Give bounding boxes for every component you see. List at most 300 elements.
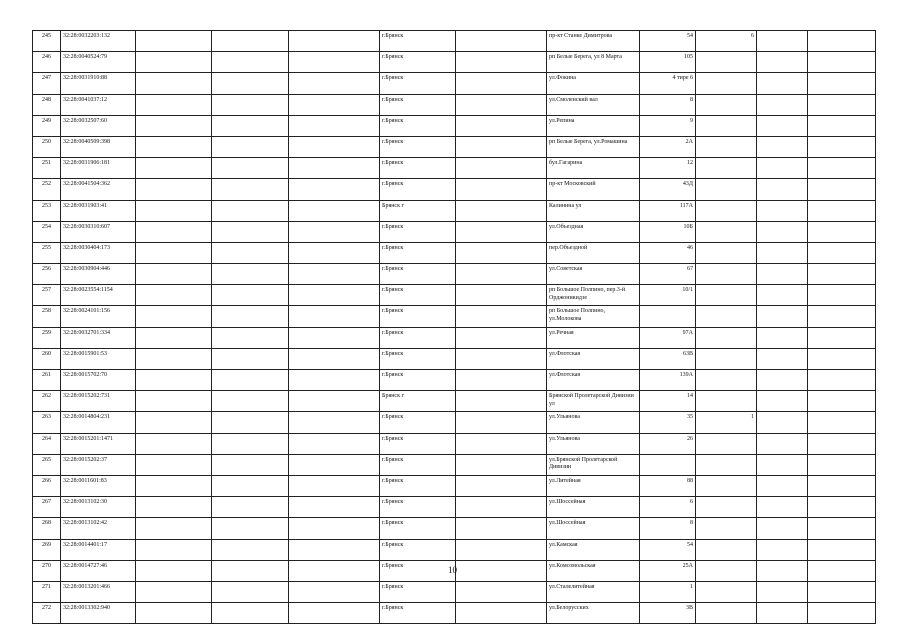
table-row (33, 115, 876, 136)
empty-cell (136, 115, 212, 136)
empty-cell (289, 348, 380, 369)
empty-cell (808, 454, 876, 475)
empty-cell (136, 454, 212, 475)
empty-cell (456, 285, 547, 306)
empty-cell (808, 52, 876, 73)
flat-number-cell: 1 (696, 412, 757, 433)
row-number-cell: 250 (33, 136, 61, 157)
empty-cell (136, 306, 212, 327)
flat-number-cell (696, 370, 757, 391)
cadastral-number-cell: 32:28:0040509:398 (61, 136, 136, 157)
empty-cell (289, 31, 380, 52)
locality-cell: г.Брянск (380, 158, 456, 179)
cadastral-number-cell: 32:28:0014804:231 (61, 412, 136, 433)
row-number-cell: 267 (33, 497, 61, 518)
cadastral-number-cell: 32:28:0023554:1154 (61, 285, 136, 306)
empty-cell (212, 581, 289, 602)
house-number-cell: 25А (640, 560, 696, 581)
flat-number-cell (696, 200, 757, 221)
cadastral-number-cell: 32:28:0015702:70 (61, 370, 136, 391)
empty-cell (757, 475, 808, 496)
house-number-cell: 3В (640, 603, 696, 624)
row-number-cell: 247 (33, 73, 61, 94)
empty-cell (757, 391, 808, 412)
locality-cell: г.Брянск (380, 433, 456, 454)
street-cell: ул.Ульянова (547, 433, 640, 454)
empty-cell (212, 264, 289, 285)
empty-cell (136, 221, 212, 242)
house-number-cell: 4 тире 6 (640, 73, 696, 94)
empty-cell (808, 136, 876, 157)
row-number-cell: 258 (33, 306, 61, 327)
table-row (33, 433, 876, 454)
house-number-cell: 46 (640, 242, 696, 263)
locality-cell: г.Брянск (380, 73, 456, 94)
cadastral-number-cell: 32:28:0014401:17 (61, 539, 136, 560)
empty-cell (212, 179, 289, 200)
house-number-cell: 43Д (640, 179, 696, 200)
empty-cell (212, 370, 289, 391)
empty-cell (289, 539, 380, 560)
cadastral-number-cell: 32:28:0032701:334 (61, 327, 136, 348)
empty-cell (757, 136, 808, 157)
records-table-body (33, 31, 876, 624)
street-cell: ул.Шоссейная (547, 518, 640, 539)
flat-number-cell (696, 179, 757, 200)
empty-cell (757, 221, 808, 242)
empty-cell (289, 179, 380, 200)
empty-cell (289, 264, 380, 285)
empty-cell (289, 200, 380, 221)
flat-number-cell (696, 221, 757, 242)
row-number-cell: 270 (33, 560, 61, 581)
row-number-cell: 252 (33, 179, 61, 200)
empty-cell (136, 391, 212, 412)
empty-cell (212, 73, 289, 94)
cadastral-number-cell: 32:28:0013102:42 (61, 518, 136, 539)
empty-cell (757, 73, 808, 94)
empty-cell (808, 31, 876, 52)
house-number-cell: 139А (640, 370, 696, 391)
empty-cell (757, 518, 808, 539)
empty-cell (136, 370, 212, 391)
empty-cell (289, 603, 380, 624)
empty-cell (212, 539, 289, 560)
locality-cell: г.Брянск (380, 454, 456, 475)
table-row (33, 179, 876, 200)
flat-number-cell (696, 433, 757, 454)
street-cell: рп Большое Полпино, ул.Молокова (547, 306, 640, 327)
empty-cell (136, 158, 212, 179)
empty-cell (456, 306, 547, 327)
empty-cell (136, 581, 212, 602)
empty-cell (456, 115, 547, 136)
empty-cell (757, 285, 808, 306)
locality-cell: г.Брянск (380, 31, 456, 52)
house-number-cell: 26 (640, 433, 696, 454)
table-row (33, 285, 876, 306)
row-number-cell: 260 (33, 348, 61, 369)
empty-cell (136, 285, 212, 306)
empty-cell (808, 179, 876, 200)
cadastral-number-cell: 32:28:0031910:88 (61, 73, 136, 94)
flat-number-cell (696, 306, 757, 327)
empty-cell (212, 94, 289, 115)
empty-cell (757, 603, 808, 624)
row-number-cell: 256 (33, 264, 61, 285)
table-row (33, 497, 876, 518)
page-number: 10 (448, 565, 457, 575)
table-row (33, 391, 876, 412)
row-number-cell: 251 (33, 158, 61, 179)
locality-cell: г.Брянск (380, 412, 456, 433)
empty-cell (456, 158, 547, 179)
empty-cell (456, 264, 547, 285)
empty-cell (136, 433, 212, 454)
row-number-cell: 248 (33, 94, 61, 115)
cadastral-number-cell: 32:28:0014727:46 (61, 560, 136, 581)
empty-cell (289, 158, 380, 179)
locality-cell: г.Брянск (380, 518, 456, 539)
empty-cell (808, 115, 876, 136)
empty-cell (757, 264, 808, 285)
cadastral-number-cell: 32:28:0024101:156 (61, 306, 136, 327)
cadastral-number-cell: 32:28:0015201:1471 (61, 433, 136, 454)
house-number-cell (640, 306, 696, 327)
locality-cell: г.Брянск (380, 581, 456, 602)
flat-number-cell (696, 454, 757, 475)
empty-cell (289, 242, 380, 263)
empty-cell (136, 518, 212, 539)
empty-cell (808, 370, 876, 391)
street-cell: рп Большое Полпино, пер.3-й Орджоникидзе (547, 285, 640, 306)
street-cell: ул.Ульянова (547, 412, 640, 433)
locality-cell: г.Брянск (380, 115, 456, 136)
street-cell: рп Белые Берега, ул 8 Марта (547, 52, 640, 73)
table-row (33, 264, 876, 285)
cadastral-number-cell: 32:28:0013102:30 (61, 497, 136, 518)
empty-cell (212, 475, 289, 496)
empty-cell (289, 433, 380, 454)
row-number-cell: 266 (33, 475, 61, 496)
empty-cell (808, 348, 876, 369)
locality-cell: г.Брянск (380, 136, 456, 157)
empty-cell (456, 221, 547, 242)
empty-cell (456, 31, 547, 52)
empty-cell (289, 136, 380, 157)
street-cell: ул.Фокина (547, 73, 640, 94)
cadastral-number-cell: 32:28:0015901:53 (61, 348, 136, 369)
table-row (33, 200, 876, 221)
street-cell: ул.Флотская (547, 370, 640, 391)
empty-cell (808, 200, 876, 221)
empty-cell (757, 370, 808, 391)
empty-cell (757, 115, 808, 136)
empty-cell (757, 52, 808, 73)
records-table (32, 30, 876, 624)
empty-cell (808, 497, 876, 518)
row-number-cell: 257 (33, 285, 61, 306)
flat-number-cell (696, 475, 757, 496)
empty-cell (808, 94, 876, 115)
locality-cell: Брянск г (380, 200, 456, 221)
empty-cell (456, 179, 547, 200)
empty-cell (808, 285, 876, 306)
empty-cell (456, 73, 547, 94)
table-row (33, 242, 876, 263)
street-cell: ул.Объездная (547, 221, 640, 242)
empty-cell (808, 391, 876, 412)
locality-cell: г.Брянск (380, 285, 456, 306)
house-number-cell: 12 (640, 158, 696, 179)
street-cell: ул.Советская (547, 264, 640, 285)
empty-cell (289, 497, 380, 518)
street-cell: пр-кт Московский (547, 179, 640, 200)
cadastral-number-cell: 32:28:0013201:466 (61, 581, 136, 602)
empty-cell (289, 94, 380, 115)
empty-cell (136, 475, 212, 496)
flat-number-cell (696, 94, 757, 115)
empty-cell (757, 94, 808, 115)
empty-cell (289, 306, 380, 327)
empty-cell (808, 581, 876, 602)
empty-cell (289, 518, 380, 539)
locality-cell: г.Брянск (380, 327, 456, 348)
empty-cell (289, 370, 380, 391)
row-number-cell: 268 (33, 518, 61, 539)
empty-cell (289, 115, 380, 136)
empty-cell (136, 94, 212, 115)
empty-cell (808, 603, 876, 624)
table-row (33, 454, 876, 475)
empty-cell (456, 200, 547, 221)
street-cell: пр-кт Станке Димитрова (547, 31, 640, 52)
flat-number-cell: 6 (696, 31, 757, 52)
empty-cell (289, 327, 380, 348)
empty-cell (456, 327, 547, 348)
empty-cell (757, 327, 808, 348)
locality-cell: г.Брянск (380, 264, 456, 285)
house-number-cell: 105 (640, 52, 696, 73)
empty-cell (757, 200, 808, 221)
row-number-cell: 271 (33, 581, 61, 602)
street-cell: ул.Репина (547, 115, 640, 136)
empty-cell (808, 221, 876, 242)
empty-cell (757, 454, 808, 475)
locality-cell: г.Брянск (380, 370, 456, 391)
house-number-cell: 67 (640, 264, 696, 285)
empty-cell (757, 242, 808, 263)
table-row (33, 31, 876, 52)
empty-cell (757, 497, 808, 518)
flat-number-cell (696, 285, 757, 306)
row-number-cell: 259 (33, 327, 61, 348)
empty-cell (757, 433, 808, 454)
empty-cell (136, 52, 212, 73)
flat-number-cell (696, 115, 757, 136)
empty-cell (456, 94, 547, 115)
empty-cell (136, 603, 212, 624)
empty-cell (289, 285, 380, 306)
flat-number-cell (696, 264, 757, 285)
street-cell: бул.Гагарина (547, 158, 640, 179)
house-number-cell: 2А (640, 136, 696, 157)
row-number-cell: 264 (33, 433, 61, 454)
street-cell: ул.Флотская (547, 348, 640, 369)
empty-cell (456, 52, 547, 73)
empty-cell (757, 306, 808, 327)
empty-cell (136, 242, 212, 263)
locality-cell: г.Брянск (380, 221, 456, 242)
empty-cell (808, 242, 876, 263)
empty-cell (808, 264, 876, 285)
empty-cell (212, 200, 289, 221)
empty-cell (212, 433, 289, 454)
house-number-cell: 35 (640, 412, 696, 433)
street-cell: ул.Сталелитейная (547, 581, 640, 602)
locality-cell: г.Брянск (380, 94, 456, 115)
empty-cell (757, 348, 808, 369)
house-number-cell: 63В (640, 348, 696, 369)
street-cell: пер.Объездной (547, 242, 640, 263)
house-number-cell: 1 (640, 581, 696, 602)
row-number-cell: 261 (33, 370, 61, 391)
empty-cell (212, 603, 289, 624)
row-number-cell: 246 (33, 52, 61, 73)
flat-number-cell (696, 391, 757, 412)
empty-cell (136, 348, 212, 369)
empty-cell (808, 475, 876, 496)
street-cell: ул.Комсомольская (547, 560, 640, 581)
row-number-cell: 254 (33, 221, 61, 242)
empty-cell (212, 52, 289, 73)
house-number-cell: 10Б (640, 221, 696, 242)
empty-cell (456, 475, 547, 496)
empty-cell (212, 285, 289, 306)
street-cell: рп Белые Берега, ул.Ромашина (547, 136, 640, 157)
empty-cell (456, 454, 547, 475)
cadastral-number-cell: 32:28:0015202:37 (61, 454, 136, 475)
street-cell: ул.Литейная (547, 475, 640, 496)
cadastral-number-cell: 32:28:0011601:83 (61, 475, 136, 496)
flat-number-cell (696, 242, 757, 263)
cadastral-number-cell: 32:28:0031906:181 (61, 158, 136, 179)
locality-cell: г.Брянск (380, 475, 456, 496)
empty-cell (289, 581, 380, 602)
house-number-cell: 14 (640, 391, 696, 412)
empty-cell (212, 412, 289, 433)
empty-cell (456, 136, 547, 157)
flat-number-cell (696, 158, 757, 179)
locality-cell: г.Брянск (380, 560, 456, 581)
street-cell: ул.Смоленский вал (547, 94, 640, 115)
empty-cell (136, 179, 212, 200)
empty-cell (136, 200, 212, 221)
empty-cell (212, 306, 289, 327)
house-number-cell: 10/1 (640, 285, 696, 306)
empty-cell (808, 412, 876, 433)
empty-cell (456, 391, 547, 412)
empty-cell (456, 242, 547, 263)
empty-cell (212, 242, 289, 263)
empty-cell (212, 497, 289, 518)
empty-cell (212, 327, 289, 348)
empty-cell (289, 391, 380, 412)
empty-cell (212, 136, 289, 157)
row-number-cell: 263 (33, 412, 61, 433)
row-number-cell: 249 (33, 115, 61, 136)
house-number-cell: 54 (640, 539, 696, 560)
row-number-cell: 255 (33, 242, 61, 263)
empty-cell (808, 73, 876, 94)
empty-cell (212, 518, 289, 539)
table-row (33, 412, 876, 433)
locality-cell: г.Брянск (380, 497, 456, 518)
cadastral-number-cell: 32:28:0013302:940 (61, 603, 136, 624)
empty-cell (136, 73, 212, 94)
house-number-cell: 9 (640, 115, 696, 136)
cadastral-number-cell: 32:28:0032507:60 (61, 115, 136, 136)
row-number-cell: 265 (33, 454, 61, 475)
cadastral-number-cell: 32:28:0015202:731 (61, 391, 136, 412)
empty-cell (289, 52, 380, 73)
flat-number-cell (696, 518, 757, 539)
house-number-cell: 117А (640, 200, 696, 221)
street-cell: ул.Камская (547, 539, 640, 560)
empty-cell (456, 370, 547, 391)
empty-cell (757, 158, 808, 179)
empty-cell (136, 136, 212, 157)
cadastral-number-cell: 32:28:0030310:607 (61, 221, 136, 242)
flat-number-cell (696, 348, 757, 369)
table-row (33, 94, 876, 115)
empty-cell (456, 603, 547, 624)
empty-cell (212, 454, 289, 475)
empty-cell (136, 327, 212, 348)
empty-cell (289, 454, 380, 475)
empty-cell (289, 475, 380, 496)
empty-cell (456, 581, 547, 602)
locality-cell: г.Брянск (380, 52, 456, 73)
table-row (33, 518, 876, 539)
row-number-cell: 253 (33, 200, 61, 221)
flat-number-cell (696, 52, 757, 73)
house-number-cell: 8 (640, 94, 696, 115)
cadastral-number-cell: 32:28:0030904:446 (61, 264, 136, 285)
house-number-cell: 88 (640, 475, 696, 496)
empty-cell (456, 433, 547, 454)
empty-cell (456, 539, 547, 560)
street-cell: Калинина ул (547, 200, 640, 221)
table-row (33, 475, 876, 496)
house-number-cell: 8 (640, 518, 696, 539)
table-row (33, 306, 876, 327)
table-row (33, 348, 876, 369)
empty-cell (757, 412, 808, 433)
empty-cell (136, 412, 212, 433)
flat-number-cell (696, 497, 757, 518)
empty-cell (808, 327, 876, 348)
table-row (33, 136, 876, 157)
empty-cell (808, 539, 876, 560)
locality-cell: г.Брянск (380, 603, 456, 624)
empty-cell (212, 391, 289, 412)
house-number-cell (640, 454, 696, 475)
cadastral-number-cell: 32:28:0031903:41 (61, 200, 136, 221)
empty-cell (808, 158, 876, 179)
empty-cell (136, 539, 212, 560)
street-cell: ул.Белорусских (547, 603, 640, 624)
